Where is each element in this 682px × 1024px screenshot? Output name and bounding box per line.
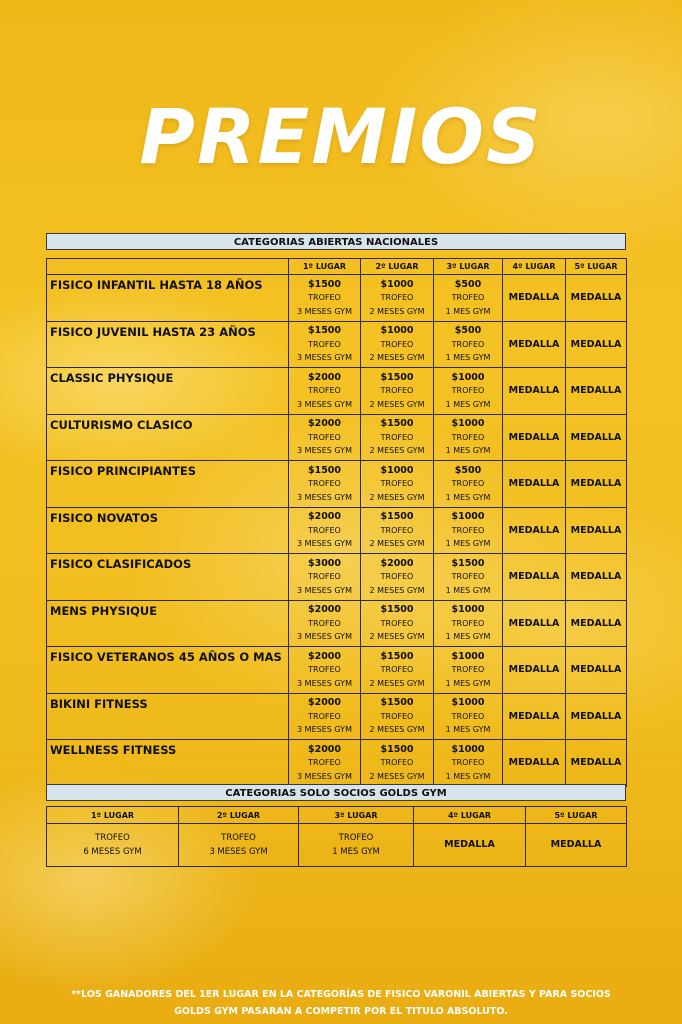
column-header: 2º LUGAR — [361, 259, 434, 275]
medal-cell: MEDALLA — [503, 414, 566, 461]
footnote — [40, 986, 642, 1020]
column-header: 4º LUGAR — [503, 259, 566, 275]
gym-text: 3 MESES GYM — [297, 306, 352, 316]
trophy-text: TROFEO — [308, 525, 341, 535]
medal-cell: MEDALLA — [566, 647, 627, 694]
prize-amount: $1500 — [380, 604, 414, 615]
prize-cell — [434, 321, 503, 368]
prize-cell — [434, 275, 503, 322]
prize-amount: $1500 — [307, 278, 342, 290]
trophy-text: TROFEO — [380, 618, 414, 628]
trophy-text: TROFEO — [308, 339, 341, 349]
medal-cell: MEDALLA — [526, 824, 627, 867]
trophy-text: TROFEO — [380, 572, 414, 581]
prize-cell — [434, 600, 503, 647]
gym-text: 1 MES GYM — [445, 585, 491, 595]
medal-cell: MEDALLA — [566, 693, 627, 740]
table-row — [47, 824, 627, 867]
table-row — [47, 461, 627, 508]
prize-amount: $1000 — [451, 371, 485, 383]
trophy-text: TROFEO — [308, 432, 341, 442]
trophy-text: TROFEO — [451, 711, 485, 721]
footnote-line: **LOS GANADORES DEL 1ER LUGAR EN LA CATEGORÍAS DE FISICO VARONIL ABIERTAS Y PARA SOCIOS — [71, 989, 611, 1000]
prize-amount: $2000 — [307, 743, 342, 755]
trophy-text: TROFEO — [451, 525, 485, 535]
gym-text: 3 MESES GYM — [297, 492, 352, 502]
trophy-text: TROFEO — [451, 339, 485, 349]
prize-amount: $1500 — [307, 464, 342, 476]
prize-cell — [361, 275, 434, 322]
trophy-text: TROFEO — [221, 833, 256, 843]
gym-text: 2 MESES GYM — [369, 353, 425, 362]
category-name: FISICO JUVENIL HASTA 23 AÑOS — [47, 321, 289, 368]
prize-amount: $2000 — [380, 557, 414, 569]
medal-cell: MEDALLA — [503, 461, 566, 508]
prize-amount: $1000 — [380, 325, 414, 336]
medal-cell: MEDALLA — [503, 507, 566, 554]
gym-text: 1 MES GYM — [445, 306, 491, 316]
gym-text: 1 MES GYM — [445, 678, 491, 688]
medal-cell: MEDALLA — [503, 368, 566, 415]
trophy-text: TROFEO — [308, 293, 341, 302]
prize-cell — [289, 647, 361, 694]
prize-amount: $1500 — [380, 650, 414, 662]
trophy-text: TROFEO — [451, 758, 485, 767]
prize-cell — [289, 740, 361, 787]
gym-text: 1 MES GYM — [445, 446, 491, 455]
gym-text: 1 MES GYM — [445, 725, 491, 734]
prize-amount: $1500 — [307, 325, 342, 336]
medal-cell: MEDALLA — [566, 321, 627, 368]
gym-text: 2 MESES GYM — [369, 678, 425, 688]
column-header: 3º LUGAR — [434, 259, 503, 275]
prize-cell — [434, 507, 503, 554]
table-row — [47, 321, 627, 368]
prize-amount: $2000 — [307, 418, 342, 429]
prize-cell — [289, 600, 361, 647]
gym-text: 3 MESES GYM — [297, 446, 352, 455]
trophy-text: TROFEO — [308, 758, 341, 767]
trophy-text: TROFEO — [308, 711, 341, 721]
gym-text: 3 MESES GYM — [297, 632, 352, 641]
prize-cell — [361, 647, 434, 694]
table-header-row — [47, 807, 627, 824]
prize-amount: $1000 — [380, 464, 414, 476]
medal-cell: MEDALLA — [503, 600, 566, 647]
table-row — [47, 647, 627, 694]
prize-amount: $2000 — [307, 650, 342, 662]
medal-cell: MEDALLA — [503, 321, 566, 368]
table-row — [47, 414, 627, 461]
prize-amount: $500 — [454, 325, 482, 336]
prize-amount: $2000 — [307, 604, 342, 615]
trophy-text: TROFEO — [308, 572, 341, 581]
prize-amount: $1000 — [380, 278, 414, 290]
column-header: 1º LUGAR — [289, 259, 361, 275]
prize-cell — [434, 647, 503, 694]
trophy-text: TROFEO — [451, 572, 485, 581]
table-row — [47, 554, 627, 601]
gym-text: 2 MESES GYM — [369, 306, 425, 316]
trophy-text: TROFEO — [380, 339, 414, 349]
table-row — [47, 740, 627, 787]
prize-cell — [47, 824, 179, 867]
prize-amount: $1500 — [380, 418, 414, 429]
prize-cell — [434, 368, 503, 415]
gym-text: 2 MESES GYM — [369, 725, 425, 734]
prize-amount: $2000 — [307, 697, 342, 708]
category-name: WELLNESS FITNESS — [47, 740, 289, 787]
prize-amount: $500 — [454, 464, 482, 476]
prize-cell — [434, 740, 503, 787]
prize-cell — [361, 507, 434, 554]
prize-cell — [361, 321, 434, 368]
column-header: 1º LUGAR — [47, 807, 179, 824]
trophy-text: TROFEO — [380, 758, 414, 767]
trophy-text: TROFEO — [308, 618, 341, 628]
medal-cell: MEDALLA — [503, 275, 566, 322]
gym-text: 1 MES GYM — [445, 539, 491, 548]
gym-text: 1 MES GYM — [445, 399, 491, 409]
gym-text: 2 MESES GYM — [369, 771, 425, 781]
gym-text: 1 MES GYM — [445, 492, 491, 502]
medal-cell: MEDALLA — [566, 507, 627, 554]
prize-amount: $1000 — [451, 697, 485, 708]
gym-text: 3 MESES GYM — [297, 539, 352, 548]
prize-amount: $500 — [454, 278, 482, 290]
national-prizes-table — [46, 258, 627, 787]
category-name: FISICO VETERANOS 45 AÑOS O MAS — [47, 647, 289, 694]
medal-cell: MEDALLA — [503, 740, 566, 787]
trophy-text: TROFEO — [308, 386, 341, 395]
gym-text: 2 MESES GYM — [369, 539, 425, 548]
table-row — [47, 507, 627, 554]
prize-amount: $1500 — [380, 371, 414, 383]
gym-text: 3 MESES GYM — [297, 771, 352, 781]
category-name: FISICO NOVATOS — [47, 507, 289, 554]
trophy-text: TROFEO — [308, 479, 341, 488]
prize-amount: $1500 — [451, 557, 485, 569]
table-row — [47, 693, 627, 740]
category-name: FISICO INFANTIL HASTA 18 AÑOS — [47, 275, 289, 322]
column-header — [47, 259, 289, 275]
category-name: CULTURISMO CLASICO — [47, 414, 289, 461]
category-name: BIKINI FITNESS — [47, 693, 289, 740]
trophy-text: TROFEO — [380, 711, 414, 721]
gym-text: 3 MESES GYM — [297, 399, 352, 409]
gym-text: 2 MESES GYM — [369, 632, 425, 641]
prize-amount: $3000 — [307, 557, 342, 569]
trophy-text: TROFEO — [380, 293, 414, 302]
prize-cell — [361, 554, 434, 601]
prize-amount: $1500 — [380, 511, 414, 522]
table-row — [47, 600, 627, 647]
trophy-text: TROFEO — [380, 386, 414, 395]
medal-cell: MEDALLA — [566, 461, 627, 508]
gym-text: 1 MES GYM — [332, 847, 380, 857]
medal-cell: MEDALLA — [414, 824, 526, 867]
trophy-text: TROFEO — [451, 665, 485, 674]
page-title: PREMIOS — [139, 92, 543, 181]
prize-cell — [289, 461, 361, 508]
medal-cell: MEDALLA — [566, 600, 627, 647]
prize-cell — [179, 824, 299, 867]
trophy-text: TROFEO — [451, 618, 485, 628]
gym-text: 2 MESES GYM — [369, 399, 425, 409]
trophy-text: TROFEO — [451, 432, 485, 442]
medal-cell: MEDALLA — [566, 554, 627, 601]
table-row — [47, 275, 627, 322]
prize-cell — [289, 507, 361, 554]
trophy-text: TROFEO — [338, 833, 374, 843]
table-row — [47, 368, 627, 415]
prize-amount: $2000 — [307, 511, 342, 522]
gym-text: 2 MESES GYM — [369, 492, 425, 502]
prize-amount: $2000 — [307, 371, 342, 383]
prize-cell — [361, 600, 434, 647]
trophy-text: TROFEO — [451, 479, 485, 488]
footnote-line: GOLDS GYM PASARAN A COMPETIR POR EL TITULO ABSOLUTO. — [174, 1006, 508, 1017]
medal-cell: MEDALLA — [503, 647, 566, 694]
category-name: MENS PHYSIQUE — [47, 600, 289, 647]
prize-cell — [289, 414, 361, 461]
category-name: CLASSIC PHYSIQUE — [47, 368, 289, 415]
prize-amount: $1500 — [380, 697, 414, 708]
prize-cell — [361, 461, 434, 508]
medal-cell: MEDALLA — [566, 740, 627, 787]
trophy-text: TROFEO — [451, 386, 485, 395]
trophy-text: TROFEO — [95, 833, 130, 843]
gym-text: 3 MESES GYM — [297, 678, 352, 688]
column-header: 4º LUGAR — [414, 807, 526, 824]
prize-cell — [289, 275, 361, 322]
prize-cell — [434, 461, 503, 508]
prize-cell — [434, 554, 503, 601]
prize-cell — [434, 693, 503, 740]
prize-cell — [299, 824, 414, 867]
prize-cell — [289, 368, 361, 415]
table-header-row — [47, 259, 627, 275]
category-name: FISICO PRINCIPIANTES — [47, 461, 289, 508]
trophy-text: TROFEO — [308, 665, 341, 674]
trophy-text: TROFEO — [380, 432, 414, 442]
gym-text: 3 MESES GYM — [297, 353, 352, 362]
column-header: 2º LUGAR — [179, 807, 299, 824]
column-header: 5º LUGAR — [566, 259, 627, 275]
prize-amount: $1000 — [451, 418, 485, 429]
prize-cell — [361, 414, 434, 461]
prize-amount: $1500 — [380, 743, 414, 755]
members-prizes-table — [46, 806, 627, 867]
trophy-text: TROFEO — [380, 525, 414, 535]
prize-cell — [361, 368, 434, 415]
prize-cell — [361, 740, 434, 787]
prize-cell — [289, 554, 361, 601]
medal-cell: MEDALLA — [566, 368, 627, 415]
column-header: 5º LUGAR — [526, 807, 627, 824]
gym-text: 6 MESES GYM — [83, 847, 142, 857]
prize-amount: $1000 — [451, 743, 485, 755]
gym-text: 3 MESES GYM — [209, 847, 268, 857]
national-categories-header: CATEGORIAS ABIERTAS NACIONALES — [46, 233, 626, 250]
prize-cell — [289, 321, 361, 368]
gym-text: 1 MES GYM — [445, 632, 491, 641]
members-categories-header: CATEGORIAS SOLO SOCIOS GOLDS GYM — [46, 784, 626, 801]
prize-cell — [361, 693, 434, 740]
gym-text: 1 MES GYM — [445, 353, 491, 362]
trophy-text: TROFEO — [451, 293, 485, 302]
trophy-text: TROFEO — [380, 665, 414, 674]
category-name: FISICO CLASIFICADOS — [47, 554, 289, 601]
gym-text: 2 MESES GYM — [369, 585, 425, 595]
gym-text: 1 MES GYM — [445, 771, 491, 781]
gym-text: 2 MESES GYM — [369, 446, 425, 455]
prize-amount: $1000 — [451, 650, 485, 662]
trophy-text: TROFEO — [380, 479, 414, 488]
prize-cell — [434, 414, 503, 461]
medal-cell: MEDALLA — [503, 693, 566, 740]
gym-text: 3 MESES GYM — [297, 725, 352, 734]
gym-text: 3 MESES GYM — [297, 585, 352, 595]
column-header: 3º LUGAR — [299, 807, 414, 824]
prize-amount: $1000 — [451, 511, 485, 522]
medal-cell: MEDALLA — [566, 275, 627, 322]
medal-cell: MEDALLA — [566, 414, 627, 461]
prize-amount: $1000 — [451, 604, 485, 615]
medal-cell: MEDALLA — [503, 554, 566, 601]
prize-cell — [289, 693, 361, 740]
